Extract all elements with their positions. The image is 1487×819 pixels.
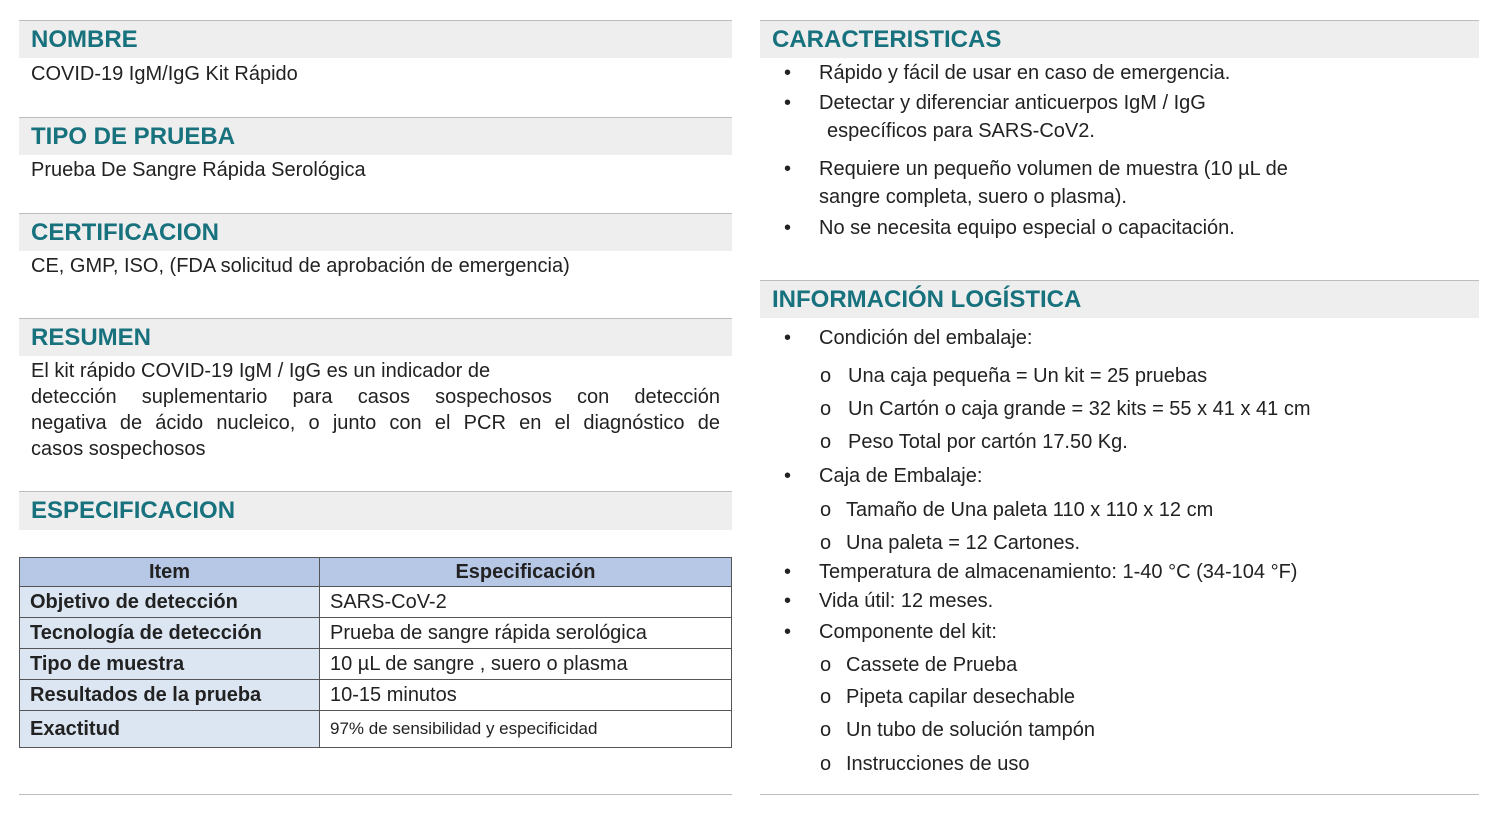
spec-key: Exactitud [20, 711, 320, 748]
tipo-text: Prueba De Sangre Rápida Serológica [31, 159, 366, 181]
sub-list-item: Una paleta = 12 Cartones. [846, 532, 1081, 554]
spec-key: Tipo de muestra [20, 649, 320, 680]
sub-bullet-icon: o [820, 499, 832, 521]
sub-list-item: Peso Total por cartón 17.50 Kg. [848, 431, 1128, 453]
resumen-line: El kit rápido COVID-19 IgM / IgG es un indicador de [31, 360, 491, 382]
resumen-line: detección suplementario para casos sospechosos con detección [31, 386, 720, 408]
spec-value: SARS-CoV-2 [320, 587, 732, 618]
sub-list-item: Cassete de Prueba [846, 654, 1018, 676]
sub-bullet-icon: o [820, 431, 832, 453]
list-item: Rápido y fácil de usar en caso de emergencia. [819, 62, 1231, 84]
bullet-icon: • [784, 465, 792, 487]
bullet-icon: • [784, 92, 792, 114]
list-item: Requiere un pequeño volumen de muestra (10 µL de [819, 158, 1288, 180]
sub-bullet-icon: o [820, 398, 832, 420]
sub-list-item: Instrucciones de uso [846, 753, 1030, 775]
list-item-continuation: específicos para SARS-CoV2. [827, 120, 1095, 142]
spec-value: 10-15 minutos [320, 680, 732, 711]
sub-list-item: Un Cartón o caja grande = 32 kits = 55 x 41 x 41 cm [848, 398, 1311, 420]
sub-bullet-icon: o [820, 719, 832, 741]
bullet-icon: • [784, 561, 792, 583]
sub-bullet-icon: o [820, 753, 832, 775]
resumen-heading: RESUMEN [19, 318, 732, 356]
sub-bullet-icon: o [820, 686, 832, 708]
list-item-continuation: sangre completa, suero o plasma). [819, 186, 1127, 208]
list-item: Caja de Embalaje: [819, 465, 983, 487]
spec-key: Tecnología de detección [20, 618, 320, 649]
table-row [20, 680, 732, 711]
sub-bullet-icon: o [820, 365, 832, 387]
list-item: Detectar y diferenciar anticuerpos IgM / IgG [819, 92, 1206, 114]
resumen-line: casos sospechosos [31, 438, 206, 460]
table-row [20, 587, 732, 618]
list-item: No se necesita equipo especial o capacitación. [819, 217, 1235, 239]
sub-list-item: Una caja pequeña = Un kit = 25 pruebas [848, 365, 1208, 387]
bullet-icon: • [784, 158, 792, 180]
bottom-divider [19, 794, 732, 795]
tipo-heading: TIPO DE PRUEBA [19, 117, 732, 155]
certificacion-text: CE, GMP, ISO, (FDA solicitud de aprobación de emergencia) [31, 255, 570, 277]
bullet-icon: • [784, 217, 792, 239]
certificacion-heading: CERTIFICACION [19, 213, 732, 251]
nombre-heading: NOMBRE [19, 20, 732, 58]
caracteristicas-heading: CARACTERISTICAS [760, 20, 1479, 58]
spec-table-header [20, 558, 732, 587]
table-row [20, 649, 732, 680]
list-item: Condición del embalaje: [819, 327, 1033, 349]
list-item: Temperatura de almacenamiento: 1-40 °C (34-104 °F) [819, 561, 1298, 583]
bullet-icon: • [784, 62, 792, 84]
bullet-icon: • [784, 621, 792, 643]
sub-list-item: Tamaño de Una paleta 110 x 110 x 12 cm [846, 499, 1214, 521]
bullet-icon: • [784, 327, 792, 349]
sub-list-item: Un tubo de solución tampón [846, 719, 1096, 741]
especificacion-heading: ESPECIFICACION [19, 491, 732, 530]
spec-value: Prueba de sangre rápida serológica [320, 618, 732, 649]
table-row [20, 618, 732, 649]
spec-key: Resultados de la prueba [20, 680, 320, 711]
list-item: Componente del kit: [819, 621, 997, 643]
table-row [20, 711, 732, 748]
spec-value: 97% de sensibilidad y especificidad [320, 711, 732, 748]
spec-value: 10 µL de sangre , suero o plasma [320, 649, 732, 680]
sub-bullet-icon: o [820, 532, 832, 554]
bullet-icon: • [784, 590, 792, 612]
spec-table [19, 557, 732, 748]
sub-bullet-icon: o [820, 654, 832, 676]
list-item: Vida útil: 12 meses. [819, 590, 994, 612]
nombre-text: COVID-19 IgM/IgG Kit Rápido [31, 63, 298, 85]
logistica-heading: INFORMACIÓN LOGÍSTICA [760, 280, 1479, 318]
resumen-line: negativa de ácido nucleico, o junto con el PCR en el diagnóstico de [31, 412, 720, 434]
bottom-divider [760, 794, 1479, 795]
spec-key: Objetivo de detección [20, 587, 320, 618]
spec-header-especificacion: Especificación [320, 558, 732, 587]
sub-list-item: Pipeta capilar desechable [846, 686, 1076, 708]
spec-header-item: Item [20, 558, 320, 587]
